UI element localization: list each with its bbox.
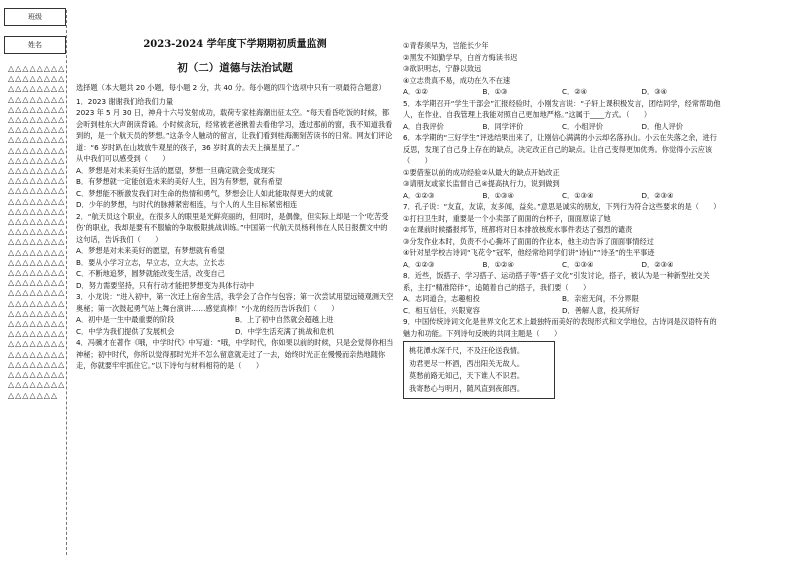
q8-options-row2 <box>403 305 721 317</box>
q8-option-d[interactable]: D．善解人意，投其所好 <box>562 305 640 315</box>
q5-choices <box>403 121 721 133</box>
q1-option-d[interactable]: D．少年的梦想，与时代的脉搏紧密相连，与个人的人生目标紧密相连 <box>76 200 298 209</box>
q2-option-b[interactable]: B．要从小学习立志，早立志，立大志，立长志 <box>76 257 225 267</box>
q7-choice-a[interactable]: A．①②③ <box>403 259 435 269</box>
q3-body: 3．小龙说：“进入初中，第一次迁上宿舍生活，我学会了合作与包容；第一次尝试用望远镜观测天空奥秘；第一次鼓起勇气站上舞台演讲……感觉真棒！”小龙的经历告诉我们（ ） <box>76 292 394 313</box>
q4-statement-2: ②黑发不知勤学早，白首方悔读书迟 <box>403 52 518 62</box>
poem-line: 桃花潭水深千尺，不及汪伦送我情。 <box>409 346 525 355</box>
q2-body: 2．“航天员这个职业，在很多人的眼里是光鲜亮丽的，但同时，是偶像，但实际上却是一个‘吃苦受伤’的职业，我却是要有不服输的争取极限挑战训练。”中国第一代航天员杨利伟在人民日报撰文中的这句话，告诉我们（ ） <box>76 211 389 244</box>
q8-option-b[interactable]: B．亲密无间，不分界限 <box>562 294 639 303</box>
q6-choice-a[interactable]: A．①②③ <box>403 190 435 200</box>
q2-option-c[interactable]: C．不断地追梦，圆梦就能改变生活，改变自己 <box>76 269 225 278</box>
name-field[interactable]: 姓名 <box>4 36 66 54</box>
q6-choice-d[interactable]: D．②③④ <box>641 190 674 200</box>
poem-line: 劝君更尽一杯酒，西出阳关无故人。 <box>409 358 525 368</box>
q1-option-c[interactable]: C．梦想能不断激发我们对生命的热情和勇气，梦想会让人如此能取得更大的成就 <box>76 188 333 198</box>
q5-choice-a[interactable]: A．自我评价 <box>403 121 444 131</box>
q4-body: 4．冯骥才在著作《哦，中学时代》中写道：“哦，中学时代，你如果以前的时候，只是会觉得你相当神秘；初中时代，你所以觉得那时光并不怎么留意就走过了一去，始终时光正在慢慢而亲热地随你走，你就要牢牢抓住它。”以下诗句与材料相符的是（ ） <box>76 338 394 370</box>
q4-choice-d[interactable]: D．③④ <box>641 87 668 96</box>
q7-statement-2: ②在课前时候播报邦节，班都将对日本排放核废水事件表达了强烈的谴责 <box>403 225 633 234</box>
exam-title: 2023-2024 学年度下学期期初质量监测 <box>143 39 327 50</box>
q5-choice-d[interactable]: D．他人评价 <box>641 121 683 131</box>
q4-choices <box>403 86 721 98</box>
left-column <box>76 38 394 372</box>
q8-option-c[interactable]: C．相互信任，兴限宽容 <box>403 305 480 315</box>
q4-choice-a[interactable]: A．①② <box>403 87 428 96</box>
q1-stem: 从中我们可以感受到（ ） <box>76 154 170 163</box>
poem-line: 莫愁前路无知己，天下谁人不识君。 <box>409 371 525 380</box>
section-instructions: 选择题（本大题共 20 小题，每小题 2 分，共 40 分。每小题的四个选项中只有一项最符合题意） <box>76 83 386 92</box>
q8-body: 8．近些，饭搭子、学习搭子、运动搭子等“搭子文化”引发讨论，搭子，被认为是一种新型社交关系，主打“精准陪伴”，追随着自己的搭子，我们要（ ） <box>403 271 710 292</box>
q6-statements-2: ③请朋友或家长监督自己④提高执行力，说到做到 <box>403 179 560 188</box>
q9-poem-box <box>403 341 555 399</box>
q1-option-a[interactable]: A．梦想是对未来美好生活的愿望，梦想一旦确定就会变成现实 <box>76 165 275 175</box>
q3-options-row2 <box>76 326 394 338</box>
q7-choice-c[interactable]: C．①③④ <box>562 259 594 269</box>
q3-option-d[interactable]: D．中学生活充满了挑战和危机 <box>235 326 334 336</box>
q4-statement-4: ④立志贵真不易，成功在久不在速 <box>403 75 511 85</box>
q2-option-d[interactable]: D．努力需要坚持，只有行动才能把梦想变为具体行动中 <box>76 280 255 290</box>
right-column <box>403 40 721 399</box>
q8-options-row1 <box>403 293 721 305</box>
q6-statements-1: ①要借鉴以前的成功经验②从最大的缺点开始改正 <box>403 167 560 177</box>
q7-choice-b[interactable]: B．①②④ <box>482 259 514 269</box>
binding-strip <box>2 2 68 558</box>
q7-choice-d[interactable]: D．②③④ <box>641 259 674 269</box>
q3-option-c[interactable]: C．中学为我们提供了发展机会 <box>76 326 175 336</box>
exam-subtitle: 初（二）道德与法治试题 <box>177 62 293 74</box>
q4-statement-1: ①青春须早为，岂能长少年 <box>403 41 489 50</box>
q6-choice-c[interactable]: C．①③④ <box>562 190 594 200</box>
q5-choice-b[interactable]: B．同学评价 <box>482 121 524 131</box>
q1-option-b[interactable]: B．有梦想就一定能创造未来的美好人生，因为有梦想，就有希望 <box>76 177 283 186</box>
q4-statement-3: ③欲识明志，宁静以致远 <box>403 64 482 73</box>
seal-line-triangles: △△△△△△△△△△△△△△△△△△△△△△△△△△△△△△△△△△△△△△△△△△△△△△△△△△△△△△△△△△△△△△△△△△△△△△△△△△△△△△△△△△△△△△△△△△△△△△△△△△△△△△△△△△△△△△△△△△△△△△△△△△△△△△△△△△△△△△△△△△△△△△△△△△△△△△△△△△△△△△△△△△△△△△△△△△△△△△△△△△△△△△△△△△△△△△△△△△△△△△△△△△△△△△△△△△△△△△△△△△△△△△△△△△△△△△△△△△△△△△△△△△△△△△△△△△△△△△△△△△△△△△△ <box>8 64 66 400</box>
q6-choice-b[interactable]: B．①③④ <box>482 190 514 200</box>
q1-body: 2023 年 5 月 30 日，神舟十六号发射成功，载荷专家桂海潮出征太空。“每天看昏吃饭的时候，都会听到桂东大声朗读背诵。小时候贪玩，经常被老爸揪着去看他学习，透过那前的窗，我不知道我看到的，是一个航天员的梦想。”这条令人触动的留言，让我们看到桂海潮刻苦读书的日常。网友们评论道：“6 岁时趴在山坡放牛观星的孩子，36 岁时真的去天上摘星星了。” <box>76 108 393 152</box>
q7-statement-4: ④针对星学校古诗词“飞花令”冠军，他经常给同学们讲“诗仙”“诗圣”的生平事迹 <box>403 248 655 257</box>
class-field[interactable]: 班级 <box>4 8 66 26</box>
q1-head: 1．2023 谢谢我们给我们力量 <box>76 96 174 106</box>
q7-choices <box>403 259 721 271</box>
q5-choice-c[interactable]: C．小组评价 <box>562 121 603 131</box>
q8-option-a[interactable]: A．志同道合，志趣相投 <box>403 294 480 303</box>
q6-choices <box>403 190 721 202</box>
q3-option-a[interactable]: A．初中是一生中最重要的阶段 <box>76 315 175 324</box>
q4-choice-c[interactable]: C．②④ <box>562 87 588 96</box>
q7-body: 7．孔子说：“友直，友谅，友多闻，益矣。”意思是诚实的朋友，下列行为符合这些要求的是（ ） <box>403 202 721 211</box>
seal-line <box>66 10 67 555</box>
q5-body: 5．本学期召开“学生干部会”汇报经验时，小刚发言说：“子轩上课积极发言，团结同学，经常帮助他人，在作业、自我管理上我能对照自己更加地严格。”这属于____方式。（ ） <box>403 98 721 119</box>
q3-options-row1 <box>76 314 394 326</box>
q2-option-a[interactable]: A．梦想是对未来美好的愿望，有梦想就有希望 <box>76 246 225 255</box>
q6-body: 6．本学期的“三好学生”评选结果出来了，让刚信心满满的小云却名落孙山。小云在失落之余，进行反思，发现了自己身上存在的缺点，决定改正自己的缺点。让自己变得更加优秀。你觉得小云应该（ ） <box>403 133 717 165</box>
poem-line: 我寄愁心与明月，随风直到夜郎西。 <box>409 383 525 393</box>
q7-statement-3: ③分发作业本时，负责不小心撕坏了面面的作业本，他主动告诉了面面事情经过 <box>403 236 654 246</box>
q9-body: 9．中国传统诗词文化是世界文化艺术上最独特而美好的表现形式和文学地位，古诗词是汉语特有的魅力和功能。下列诗句反映的共同主题是（ ） <box>403 317 717 338</box>
q4-choice-b[interactable]: B．①③ <box>482 87 508 96</box>
q7-statement-1: ①打扫卫生时，重要是一个小卖部了面面的台杯子，面面原谅了她 <box>403 213 611 223</box>
q3-option-b[interactable]: B．上了初中自然就会超越上进 <box>235 315 334 324</box>
